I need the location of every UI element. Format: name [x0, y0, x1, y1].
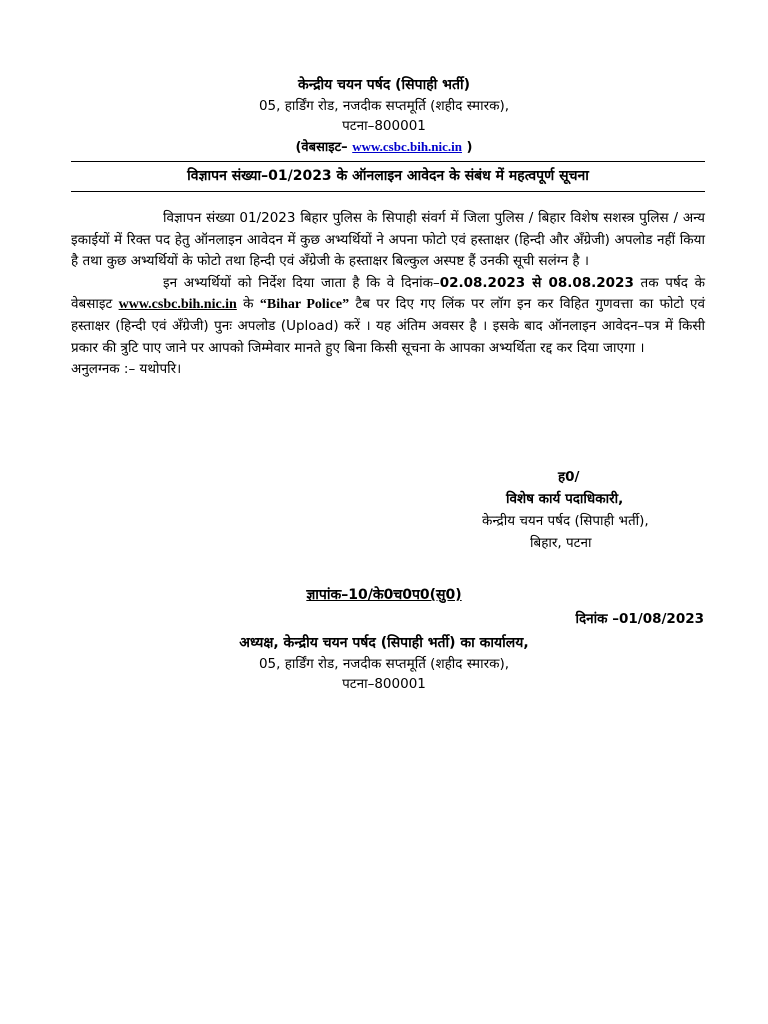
- signatory-org: केन्द्रीय चयन पर्षद (सिपाही भर्ती),: [482, 513, 649, 529]
- top-divider: [71, 161, 705, 162]
- letterhead-website: [0, 136, 768, 159]
- office-city: पटना–800001: [342, 676, 426, 692]
- website-suffix: ): [466, 140, 473, 155]
- office-title: अध्यक्ष, केन्द्रीय चयन पर्षद (सिपाही भर्ती) का कार्यालय,: [239, 635, 529, 651]
- para2-part4: टैब पर दिए गए लिंक पर लॉग इन कर विहित गुणवत्ता का फोटो एवं हस्ताक्षर (हिन्दी एवं अँग्रेजी) पुनः अपलोड (Upload) करें । यह अंतिम अवसर है । इसके बाद ऑनलाइन आवेदन–पत्र में किसी प्रकार की त्रुटि पाए जाने पर आपको जिम्मेवार मानते हुए बिना किसी सूचना के आपका अभ्यर्थिता रद्द कर दिया जाएगा ।: [71, 296, 706, 356]
- signatory-designation: विशेष कार्य पदाधिकारी,: [506, 491, 624, 507]
- notice-body: [71, 208, 705, 381]
- para2-tab-name: “Bihar Police”: [259, 297, 350, 313]
- office-address: 05, हार्डिंग रोड, नजदीक सप्तमूर्ति (शहीद स्मारक),: [258, 656, 510, 672]
- para2-part1: इन अभ्यर्थियों को निर्देश दिया जाता है कि वे दिनांक–: [163, 274, 440, 291]
- bottom-divider: [71, 191, 705, 192]
- paragraph-1: विज्ञापन संख्या 01/2023 बिहार पुलिस के सिपाही संवर्ग में जिला पुलिस / बिहार विशेष सशस्त्र पुलिस / अन्य इकाईयों में रिक्त पद हेतु ऑनलाइन आवेदन में कुछ अभ्यर्थियों ने अपना फोटो एवं हस्ताक्षर (हिन्दी और अँग्रेजी) अपलोड नहीं किया है तथा कुछ अभ्यर्थियों के फोटो तथा हिन्दी एवं अँग्रेजी के हस्ताक्षर बिल्कुल अस्पष्ट हैं उनकी सूची सलंग्न है ।: [71, 210, 705, 270]
- office-address-block: [0, 632, 768, 694]
- signed-mark: ह0/: [558, 469, 580, 485]
- letterhead: [0, 74, 768, 159]
- website-link[interactable]: www.csbc.bih.nic.in: [352, 139, 463, 154]
- website-prefix: (वेबसाइट–: [295, 140, 348, 155]
- paragraph-2: [71, 273, 705, 359]
- letterhead-address: 05, हार्डिंग रोड, नजदीक सप्तमूर्ति (शहीद स्मारक),: [258, 98, 510, 114]
- memo-number: ज्ञापांक–10/के0च0प0(सु0): [306, 587, 462, 603]
- letterhead-city: पटना–800001: [342, 118, 426, 134]
- issue-date: दिनांक –01/08/2023: [575, 611, 704, 627]
- para2-part2: तक पर्षद के वेबसाइट: [71, 274, 705, 313]
- signatory-place: बिहार, पटना: [530, 535, 592, 551]
- letterhead-org: केन्द्रीय चयन पर्षद (सिपाही भर्ती): [298, 77, 470, 93]
- para2-dates: 02.08.2023 से 08.08.2023: [439, 274, 634, 291]
- signature-block: [440, 466, 740, 554]
- para2-website[interactable]: www.csbc.bih.nic.in: [118, 297, 237, 313]
- notice-subject: विज्ञापन संख्या–01/2023 के ऑनलाइन आवेदन के संबंध में महत्वपूर्ण सूचना: [187, 168, 589, 184]
- para2-part3: के: [236, 296, 260, 313]
- enclosure: अनुलग्नक :– यथोपरि।: [71, 361, 182, 378]
